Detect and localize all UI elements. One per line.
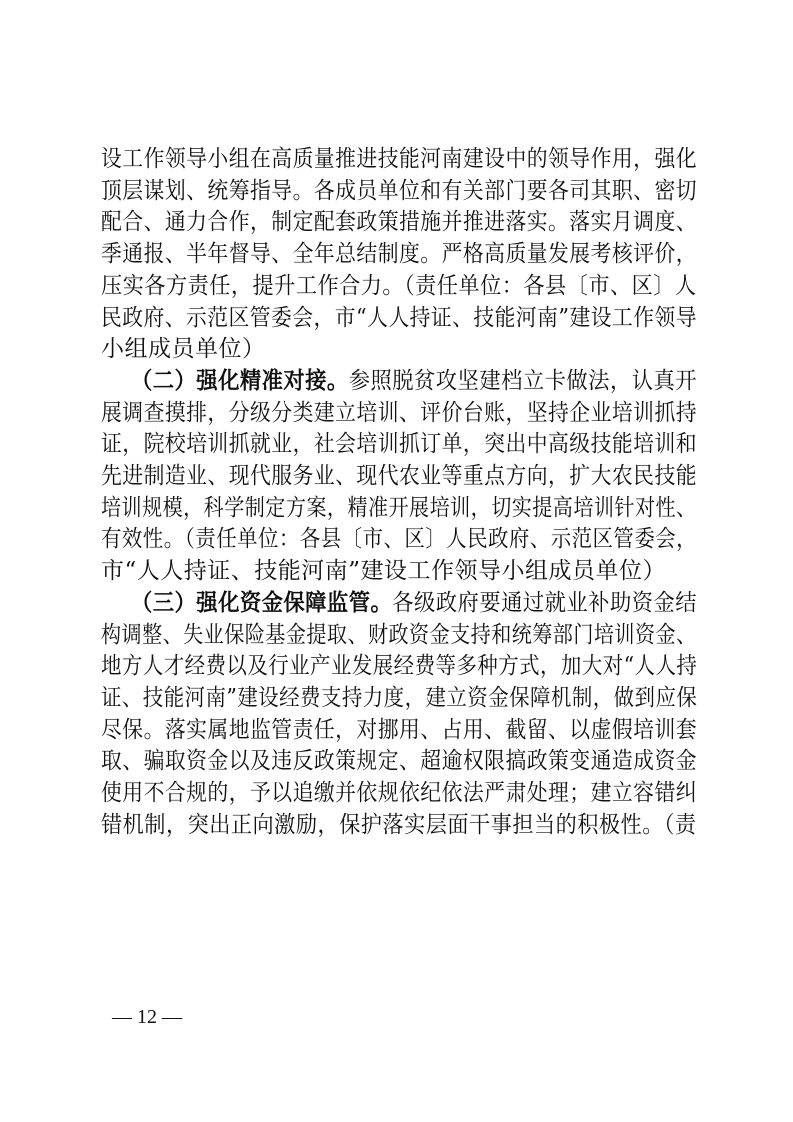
text-line: 取、骗取资金以及违反政策规定、超逾权限搞政策变通造成资金	[101, 748, 698, 775]
section-heading-line	[131, 588, 698, 617]
page-number: — 12 —	[112, 1006, 182, 1028]
text-line: 市“人人持证、技能河南”建设工作领导小组成员单位）	[101, 558, 667, 585]
text-line: 地方人才经费以及行业产业发展经费等多种方式，加大对“人人持	[101, 653, 698, 680]
text-line: 证、技能河南”建设经费支持力度，建立资金保障机制，做到应保	[101, 684, 698, 711]
text-line: 民政府、示范区管委会，市“人人持证、技能河南”建设工作领导	[101, 304, 698, 331]
text-line: 压实各方责任，提升工作合力。（责任单位：各县〔市、区〕人	[101, 272, 697, 299]
text-run: 参照脱贫攻坚建档立卡做法，认真开	[348, 367, 698, 394]
text-run: 各级政府要通过就业补助资金结	[392, 589, 698, 616]
text-line: 构调整、失业保险基金提取、财政资金支持和统筹部门培训资金、	[101, 621, 697, 648]
text-line: 展调查摸排，分级分类建立培训、评价台账，坚持企业培训抓持	[101, 399, 698, 426]
text-line: 配合、通力合作，制定配套政策措施并推进落实。落实月调度、	[101, 209, 698, 236]
text-line: 季通报、半年督导、全年总结制度。严格高质量发展考核评价，	[101, 241, 698, 268]
text-line: 有效性。（责任单位：各县〔市、区〕人民政府、示范区管委会，	[101, 526, 698, 553]
section-heading-line	[131, 366, 698, 395]
text-line: 小组成员单位）	[101, 336, 266, 363]
section-heading: （三）强化资金保障监管。	[131, 588, 393, 616]
text-line: 使用不合规的，予以追缴并依规依纪依法严肃处理；建立容错纠	[101, 780, 698, 806]
text-line: 顶层谋划、统筹指导。各成员单位和有关部门要各司其职、密切	[101, 177, 698, 204]
text-line: 证，院校培训抓就业，社会培训抓订单，突出中高级技能培训和	[101, 431, 698, 458]
text-line: 培训规模，科学制定方案，精准开展培训，切实提高培训针对性、	[101, 494, 697, 521]
text-line: 设工作领导小组在高质量推进技能河南建设中的领导作用，强化	[101, 146, 698, 172]
text-line: 尽保。落实属地监管责任，对挪用、占用、截留、以虚假培训套	[101, 716, 698, 743]
section-heading: （二）强化精准对接。	[131, 366, 349, 394]
text-line: 先进制造业、现代服务业、现代农业等重点方向，扩大农民技能	[101, 463, 698, 489]
text-line: 错机制，突出正向激励，保护落实层面干事担当的积极性。（责	[101, 811, 697, 838]
